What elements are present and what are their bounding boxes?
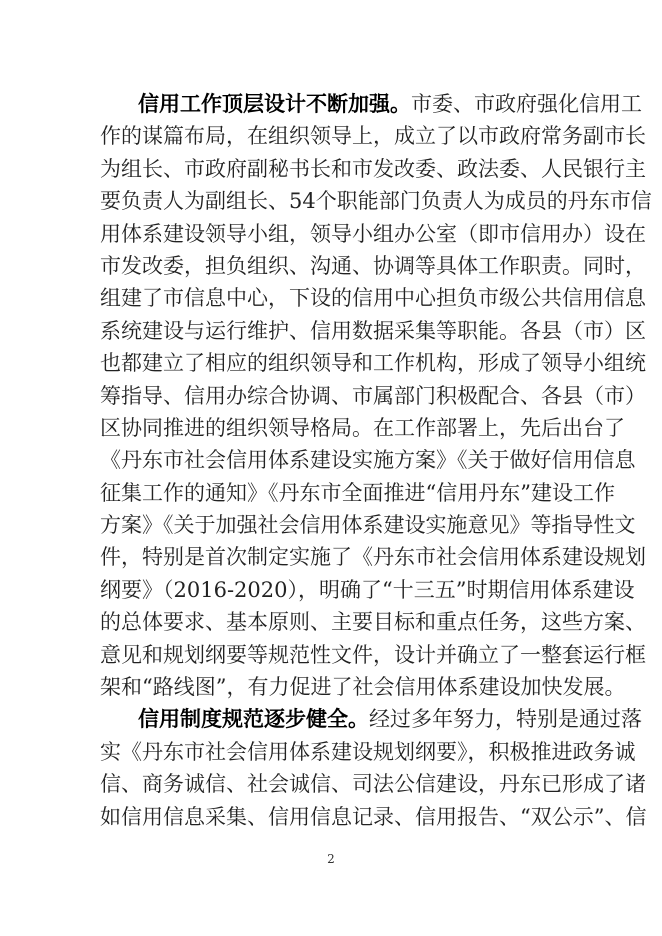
text-line: 区协同推进的组织领导格局。在工作部署上，先后出台了 <box>100 415 625 440</box>
text-line: 如信用信息采集、信用信息记录、信用报告、“双公示”、信 <box>100 804 647 829</box>
paragraph-lead-heading: 信用制度规范逐步健全。 <box>138 706 369 732</box>
paragraph-credit-top-level-design <box>100 88 652 703</box>
page-number: 2 <box>327 852 335 866</box>
text-line: 组建了市信息中心，下设的信用中心担负市级公共信用信息 <box>100 286 646 311</box>
document-page <box>100 88 652 833</box>
text-line: 实《丹东市社会信用体系建设规划纲要》，积极推进政务诚 <box>100 739 636 764</box>
text-line: 意见和规划纲要等规范性文件，设计并确立了一整套运行框 <box>100 642 646 667</box>
text-line: 筹指导、信用办综合协调、市属部门积极配合、各县（市） <box>100 383 646 408</box>
paragraph-text: 经过多年努力，特别是通过落 <box>369 707 642 732</box>
text-line: 也都建立了相应的组织领导和工作机构，形成了领导小组统 <box>100 351 646 376</box>
paragraph-first-line <box>100 703 642 735</box>
paragraph-text: 市委、市政府强化信用工 <box>411 92 642 116</box>
text-line: 用体系建设领导小组，领导小组办公室（即市信用办）设在 <box>100 221 646 246</box>
text-line: 《丹东市社会信用体系建设实施方案》《关于做好信用信息 <box>100 448 636 473</box>
text-line: 架和“路线图”，有力促进了社会信用体系建设加快发展。 <box>100 675 626 700</box>
text-line: 方案》《关于加强社会信用体系建设实施意见》等指导性文 <box>100 513 636 538</box>
text-line: 系统建设与运行维护、信用数据采集等职能。各县（市）区 <box>100 318 646 343</box>
text-line: 市发改委，担负组织、沟通、协调等具体工作职责。同时， <box>100 253 646 278</box>
text-line: 征集工作的通知》《丹东市全面推进“信用丹东”建设工作 <box>100 480 615 505</box>
text-line: 信、商务诚信、社会诚信、司法公信建设，丹东已形成了诸 <box>100 772 646 797</box>
paragraph-lead-heading: 信用工作顶层设计不断加强。 <box>138 91 411 116</box>
text-line: 要负责人为副组长、54个职能部门负责人为成员的丹东市信 <box>100 189 652 214</box>
paragraph-first-line <box>100 88 642 120</box>
paragraph-credit-system-standards <box>100 703 647 833</box>
text-line: 为组长、市政府副秘书长和市发改委、政法委、人民银行主 <box>100 156 646 181</box>
text-line: 的总体要求、基本原则、主要目标和重点任务，这些方案、 <box>100 610 646 635</box>
text-line: 作的谋篇布局，在组织领导上，成立了以市政府常务副市长 <box>100 124 646 149</box>
text-line: 纲要》（2016-2020），明确了“十三五”时期信用体系建设 <box>100 577 635 602</box>
text-line: 件，特别是首次制定实施了《丹东市社会信用体系建设规划 <box>100 545 646 570</box>
